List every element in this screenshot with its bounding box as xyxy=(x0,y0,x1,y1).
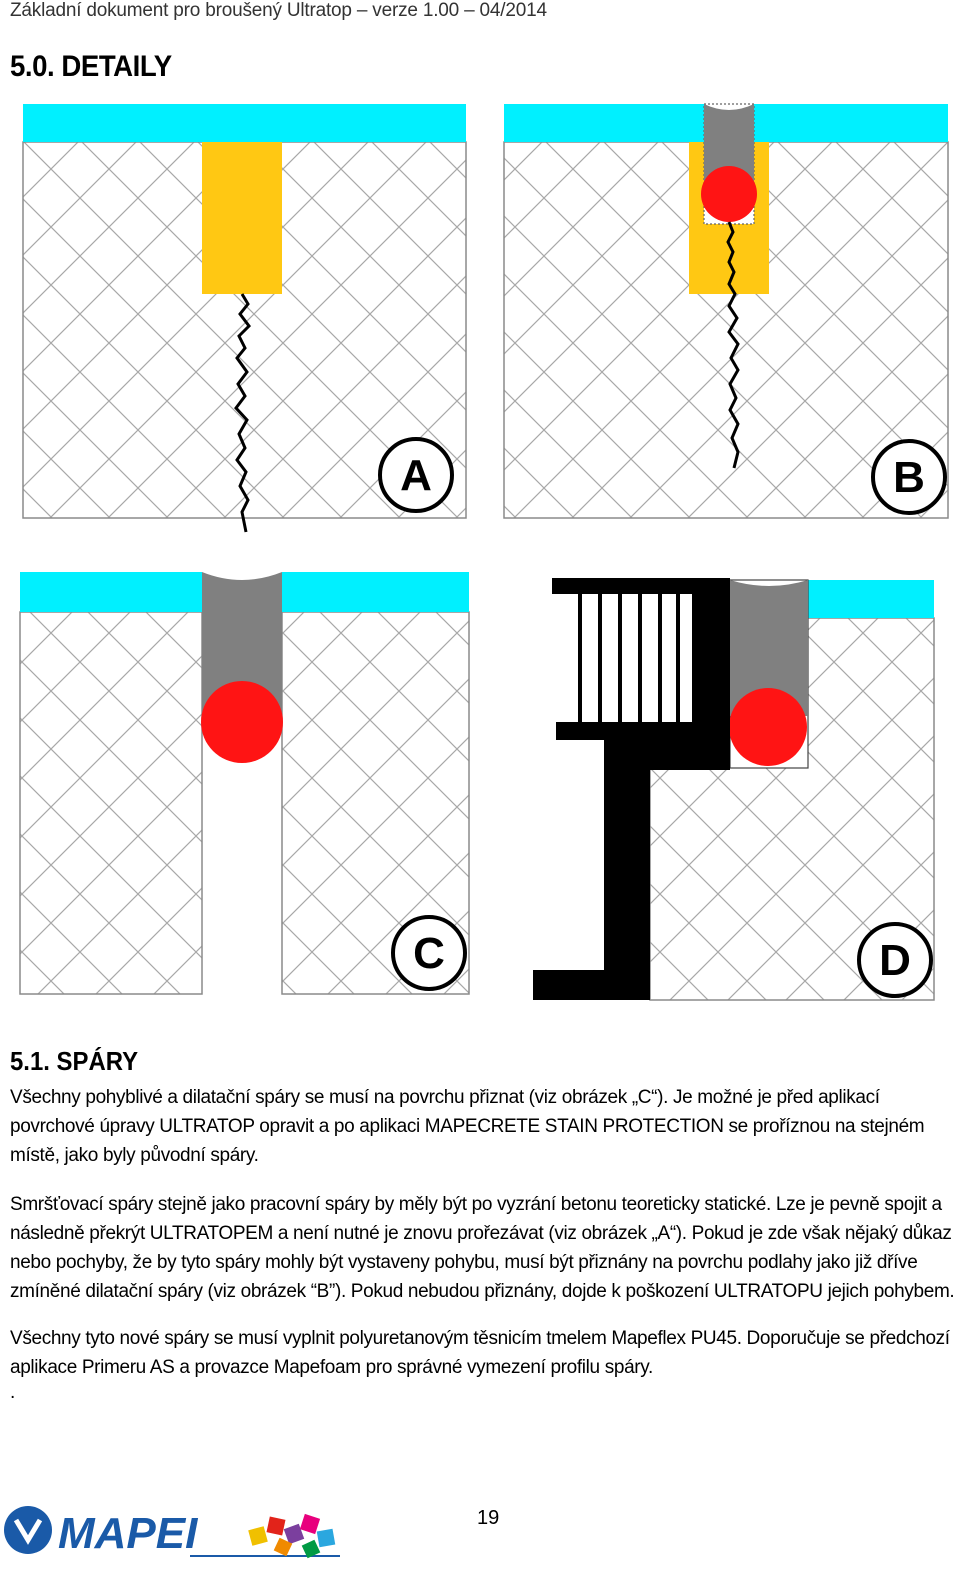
detail-a xyxy=(23,104,466,532)
mapei-logo-icon xyxy=(4,1506,52,1554)
mapei-logo-text: MAPEI xyxy=(58,1509,198,1558)
surface-layer-c-right xyxy=(282,572,469,612)
joint-details-figure xyxy=(0,96,960,1006)
joints-paragraph-1: Všechny pohyblivé a dilatační spáry se musí na povrchu přiznat (viz obrázek „C“). Je možné je před aplikací povrchové úpravy ULTRATOP opravit a po aplikaci MAPECRETE STAIN PROTECTION se proříznou na stejném místě, jako byly původní spáry. xyxy=(10,1087,925,1166)
backer-rod-d xyxy=(729,688,807,766)
trailing-dot: . xyxy=(10,1382,16,1403)
mapei-logo xyxy=(0,1498,360,1577)
label-a: A xyxy=(400,451,432,500)
backer-rod-c xyxy=(201,681,283,763)
section-title-details: 5.0. DETAILY xyxy=(10,50,172,83)
joint-filler-a xyxy=(202,142,282,294)
section-title-joints: 5.1. SPÁRY xyxy=(10,1046,139,1076)
backer-rod-b xyxy=(701,166,757,222)
label-d: D xyxy=(879,936,911,985)
detail-d xyxy=(533,578,934,1000)
surface-layer-a xyxy=(23,104,466,142)
mapei-colour-cubes-icon xyxy=(248,1514,335,1558)
surface-layer-c-left xyxy=(20,572,202,612)
document-header: Základní dokument pro broušený Ultratop – verze 1.00 – 04/2014 xyxy=(10,0,547,21)
joints-paragraph-2: Smršťovací spáry stejně jako pracovní spáry by měly být po vyzrání betonu teoreticky statické. Lze je pevně spojit a následně překrýt ULTRATOPEM a není nutné je znovu prořezávat (viz obrázek „A“). Pokud je zde však nějaký důkaz nebo pochyby, že by tyto spáry mohly být vystaveny pohybu, musí být přiznány na povrchu podlahy jako již dříve zmíněné dilatační spáry (viz obrázek “B”). Pokud nebudou přiznány, dojde k poškození ULTRATOPU jejich pohybem. xyxy=(10,1194,955,1302)
detail-c xyxy=(20,572,469,994)
label-b: B xyxy=(893,453,925,502)
label-c: C xyxy=(413,929,445,978)
page-number: 19 xyxy=(477,1507,500,1529)
surface-layer-d xyxy=(806,580,934,618)
detail-b xyxy=(504,104,948,518)
joints-paragraph-3: Všechny tyto nové spáry se musí vyplnit polyuretanovým těsnicím tmelem Mapeflex PU45. Doporučuje se předchozí aplikace Primeru AS a provazce Mapefoam pro správné vymezení profilu spáry. xyxy=(10,1328,950,1378)
